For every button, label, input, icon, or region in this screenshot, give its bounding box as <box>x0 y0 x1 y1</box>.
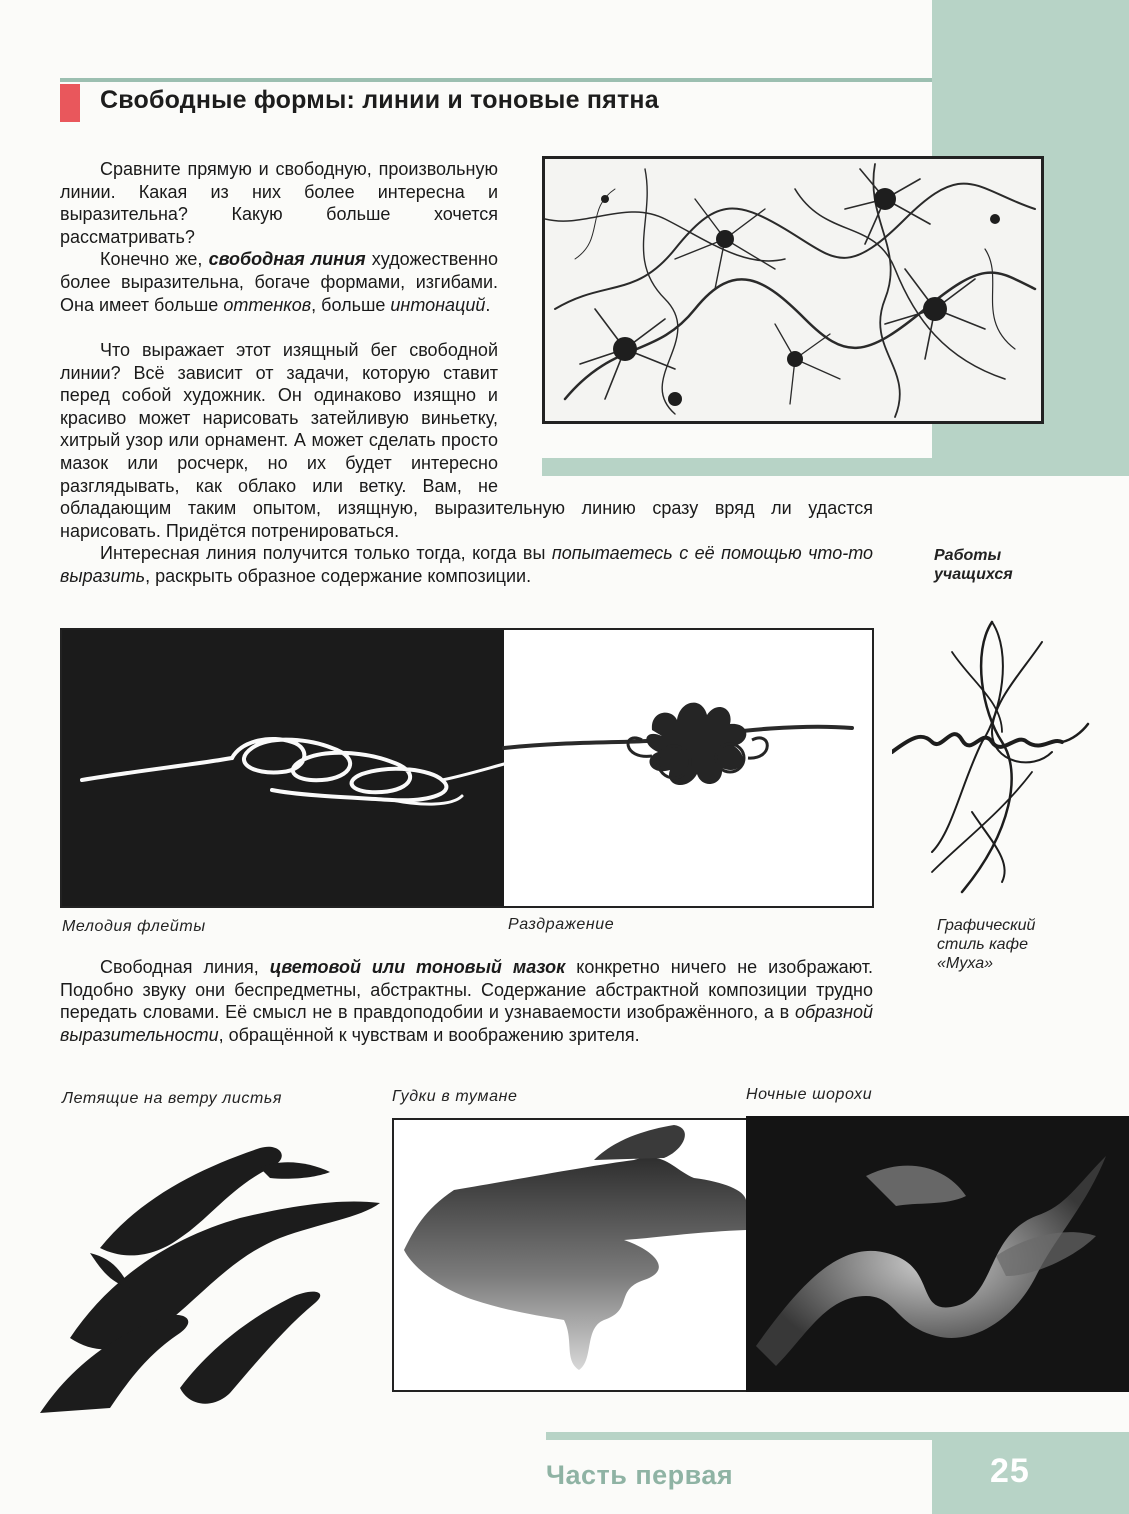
side-caption-line-3: «Муха» <box>937 955 994 972</box>
ink-blot-illustration <box>545 159 1041 421</box>
paragraph-1: Сравните прямую и свободную, произвольную линии. Какая из них более интересна и выразительна? Какую больше хочется рассматривать? <box>60 159 498 247</box>
caption-leaves: Летящие на ветру листья <box>62 1090 283 1107</box>
paragraph-2: Конечно же, свободная линия художественно более выразительна, богаче формами, изгибами. Она имеет больше оттенков, больше интонаций. <box>60 249 498 315</box>
caption-rustles: Ночные шорохи <box>746 1086 873 1103</box>
leaves-figure <box>30 1128 390 1418</box>
caption-flute: Мелодия флейты <box>62 918 206 935</box>
ink-blot-photo <box>542 156 1044 424</box>
night-illustration <box>746 1116 1129 1392</box>
fog-figure <box>392 1118 748 1392</box>
page-number: 25 <box>990 1452 1030 1490</box>
caption-horns: Гудки в тумане <box>392 1088 518 1105</box>
flute-irritation-illustration <box>62 630 872 906</box>
side-caption-line-2: стиль кафе <box>937 936 1029 953</box>
side-note <box>934 546 1013 584</box>
fog-illustration <box>394 1120 746 1390</box>
paragraph-3: Что выражает этот изящный бег свободной линии? Всё зависит от задачи, которую ставит перед собой художник. Он одинаково изящно и красиво может нарисовать затейливую виньетку, хитрый узор или орнамент. А может сделать просто мазок или росчерк, но их будет интересно разглядывать, как облако или ветку. Вам, не обладающим таким опытом, изящную, выразительную линию сразу вряд ли удастся нарисовать. Придётся потренироваться. <box>60 340 873 541</box>
footer-section-title: Часть первая <box>546 1460 734 1490</box>
paragraph-5: Свободная линия, цветовой или тоновый мазок конкретно ничего не изображают. Подобно звуку они беспредметны, абстрактны. Содержание абстрактной композиции трудно передать словами. Её смысл не в правдоподобии и узнаваемости изображённого, а в образной выразительности, обращённой к чувствам и воображению зрителя. <box>60 957 873 1045</box>
side-note-line-2: учащихся <box>934 566 1013 583</box>
night-figure <box>746 1116 1129 1392</box>
paragraph-5-wrap <box>60 956 873 1046</box>
caption-irritation: Раздражение <box>508 916 615 933</box>
heading-marker <box>60 84 80 122</box>
fly-graphic <box>892 612 1092 902</box>
line-figure-pair <box>60 628 874 908</box>
text-column <box>60 158 498 316</box>
top-rule <box>60 78 932 82</box>
leaves-illustration <box>30 1128 390 1418</box>
page-heading: Свободные формы: линии и тоновые пятна <box>100 86 659 114</box>
side-note-line-1: Работы <box>934 547 1002 564</box>
paragraph-4: Интересная линия получится только тогда, когда вы попытаетесь с её помощью что-то выразить, раскрыть образное содержание композиции. <box>60 543 873 586</box>
fly-illustration <box>892 612 1092 902</box>
side-caption-line-1: Графический <box>937 917 1036 934</box>
side-caption <box>937 916 1035 973</box>
footer-page-block <box>932 1432 1129 1514</box>
